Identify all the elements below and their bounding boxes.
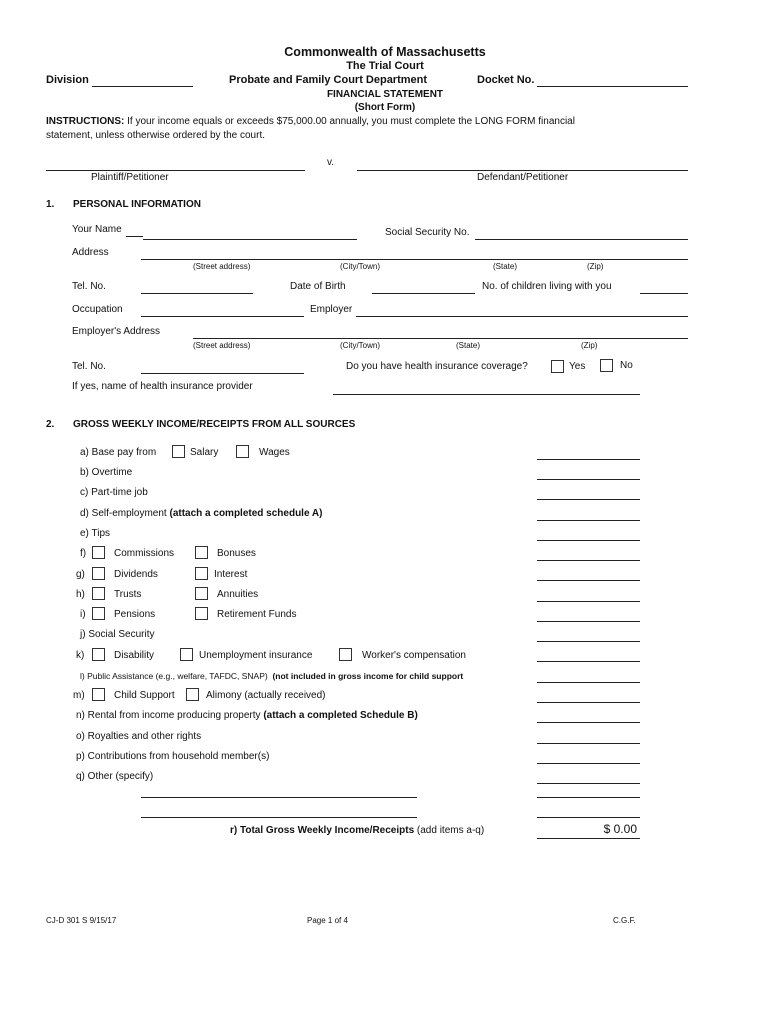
item-d-amount[interactable] [537, 520, 640, 521]
form-subtitle: (Short Form) [354, 102, 416, 113]
total-label-note: (add items a-q) [414, 825, 485, 836]
versus-label: v. [327, 157, 335, 168]
item-c-label: c) Part-time job [80, 487, 148, 498]
employer-field[interactable] [356, 316, 688, 317]
form-title: FINANCIAL STATEMENT [326, 89, 444, 100]
item-n-label [76, 710, 418, 721]
insurer-label: If yes, name of health insurance provider [72, 381, 253, 392]
your-name-field[interactable] [143, 239, 357, 240]
your-name-label: Your Name [72, 224, 122, 235]
item-o-label: o) Royalties and other rights [76, 731, 202, 742]
alimony-label: Alimony (actually received) [206, 690, 326, 701]
other-specify-field-2[interactable] [141, 817, 417, 818]
instructions-line2: statement, unless otherwise ordered by the court. [46, 130, 266, 141]
footer-code: C.G.F. [613, 916, 636, 925]
street-hint: (Street address) [193, 262, 251, 271]
bonuses-label: Bonuses [217, 548, 256, 559]
item-e-label: e) Tips [80, 528, 111, 539]
trusts-label: Trusts [114, 589, 142, 600]
children-label: No. of children living with you [482, 281, 612, 292]
item-a-label: a) Base pay from [80, 447, 157, 458]
pensions-checkbox[interactable] [92, 607, 105, 620]
division-field[interactable] [92, 86, 193, 87]
total-label-bold: r) Total Gross Weekly Income/Receipts [230, 825, 415, 836]
section1-title: PERSONAL INFORMATION [73, 199, 201, 210]
division-label: Division [46, 74, 89, 86]
interest-label: Interest [214, 569, 248, 580]
dividends-checkbox[interactable] [92, 567, 105, 580]
health-no-label: No [620, 360, 633, 371]
state-hint: (State) [493, 262, 518, 271]
salary-checkbox[interactable] [172, 445, 185, 458]
address-label: Address [72, 247, 109, 258]
employer-address-field[interactable] [193, 338, 688, 339]
item-n-note: (attach a completed Schedule B) [263, 710, 418, 721]
item-i-label: i) [80, 609, 86, 620]
item-a-amount[interactable] [537, 459, 640, 460]
ssn-field[interactable] [475, 239, 688, 240]
item-m-label: m) [73, 690, 85, 701]
retirement-funds-checkbox[interactable] [195, 607, 208, 620]
wages-label: Wages [259, 447, 290, 458]
defendant-field[interactable] [357, 170, 688, 171]
item-p-amount[interactable] [537, 763, 640, 764]
health-question: Do you have health insurance coverage? [346, 361, 528, 372]
item-k-amount[interactable] [537, 661, 640, 662]
item-n-text: n) Rental from income producing property [76, 710, 264, 721]
child-support-label: Child Support [114, 690, 175, 701]
total-amount-underline [537, 838, 640, 839]
item-h-label: h) [76, 589, 85, 600]
alimony-checkbox[interactable] [186, 688, 199, 701]
salary-label: Salary [190, 447, 219, 458]
item-o-amount[interactable] [537, 743, 640, 744]
dividends-label: Dividends [114, 569, 158, 580]
item-i-amount[interactable] [537, 621, 640, 622]
footer-form-id: CJ-D 301 S 9/15/17 [46, 916, 117, 925]
health-yes-label: Yes [569, 361, 586, 372]
annuities-label: Annuities [217, 589, 259, 600]
annuities-checkbox[interactable] [195, 587, 208, 600]
item-b-amount[interactable] [537, 479, 640, 480]
insurer-field[interactable] [333, 394, 640, 395]
item-d-text: d) Self-employment [80, 508, 170, 519]
item-q-label: q) Other (specify) [76, 771, 154, 782]
commissions-checkbox[interactable] [92, 546, 105, 559]
item-f-amount[interactable] [537, 560, 640, 561]
employer-state-hint: (State) [456, 341, 481, 350]
item-j-label: j) Social Security [80, 629, 155, 640]
defendant-label: Defendant/Petitioner [477, 172, 569, 183]
address-field[interactable] [141, 259, 688, 260]
unemployment-checkbox[interactable] [180, 648, 193, 661]
child-support-checkbox[interactable] [92, 688, 105, 701]
item-d-note: (attach a completed schedule A) [169, 508, 323, 519]
total-amount[interactable]: $ 0.00 [603, 822, 637, 836]
plaintiff-field[interactable] [46, 170, 305, 171]
interest-checkbox[interactable] [195, 567, 208, 580]
item-m-amount[interactable] [537, 702, 640, 703]
court-title: The Trial Court [346, 60, 424, 72]
item-p-label: p) Contributions from household member(s) [76, 751, 270, 762]
item-c-amount[interactable] [537, 499, 640, 500]
department-title: Probate and Family Court Department [229, 74, 428, 86]
your-name-underline [126, 236, 143, 237]
commissions-label: Commissions [114, 548, 175, 559]
instructions-line1 [46, 116, 575, 127]
zip-hint: (Zip) [587, 262, 604, 271]
city-hint: (City/Town) [340, 262, 381, 271]
bonuses-checkbox[interactable] [195, 546, 208, 559]
health-no-checkbox[interactable] [600, 359, 613, 372]
dob-label: Date of Birth [290, 281, 346, 292]
item-d-label [80, 508, 322, 519]
other-specify-field-1[interactable] [141, 797, 417, 798]
ssn-label: Social Security No. [385, 227, 470, 238]
item-l-text: l) Public Assistance (e.g., welfare, TAFDC, SNAP) [80, 671, 268, 681]
occupation-field[interactable] [141, 316, 304, 317]
section2-title: GROSS WEEKLY INCOME/RECEIPTS FROM ALL SOURCES [73, 419, 356, 430]
employer-zip-hint: (Zip) [581, 341, 598, 350]
children-field[interactable] [640, 293, 688, 294]
footer-page-number: Page 1 of 4 [307, 916, 348, 925]
item-g-label: g) [76, 569, 85, 580]
trusts-checkbox[interactable] [92, 587, 105, 600]
dob-field[interactable] [372, 293, 475, 294]
docket-field[interactable] [537, 86, 688, 87]
disability-label: Disability [114, 650, 155, 661]
section1-number: 1. [46, 199, 55, 210]
tel2-field[interactable] [141, 373, 304, 374]
item-g-amount[interactable] [537, 580, 640, 581]
tel-label: Tel. No. [72, 281, 106, 292]
section2-number: 2. [46, 419, 55, 430]
docket-label: Docket No. [477, 74, 535, 86]
tel-field[interactable] [141, 293, 253, 294]
item-q-amount[interactable] [537, 783, 640, 784]
employer-address-label: Employer's Address [72, 326, 161, 337]
employer-city-hint: (City/Town) [340, 341, 381, 350]
unemployment-label: Unemployment insurance [199, 650, 313, 661]
item-f-label: f) [80, 548, 87, 559]
item-b-label: b) Overtime [80, 467, 133, 478]
health-yes-checkbox[interactable] [551, 360, 564, 373]
item-k-label: k) [76, 650, 85, 661]
instructions-lead: INSTRUCTIONS: [46, 116, 125, 127]
item-e-amount[interactable] [537, 540, 640, 541]
item-q-amount-2[interactable] [537, 797, 640, 798]
item-q-amount-3[interactable] [537, 817, 640, 818]
plaintiff-label: Plaintiff/Petitioner [91, 172, 169, 183]
occupation-label: Occupation [72, 304, 123, 315]
item-n-amount[interactable] [537, 722, 640, 723]
item-h-amount[interactable] [537, 601, 640, 602]
instructions-text: If your income equals or exceeds $75,000.00 annually, you must complete the LONG FORM financial [124, 116, 575, 127]
wages-checkbox[interactable] [236, 445, 249, 458]
retirement-funds-label: Retirement Funds [217, 609, 297, 620]
disability-checkbox[interactable] [92, 648, 105, 661]
item-j-amount[interactable] [537, 641, 640, 642]
total-label [230, 825, 484, 836]
workers-comp-label: Worker's compensation [362, 650, 466, 661]
employer-label: Employer [310, 304, 353, 315]
tel2-label: Tel. No. [72, 361, 106, 372]
workers-comp-checkbox[interactable] [339, 648, 352, 661]
item-l-label [80, 671, 463, 681]
pensions-label: Pensions [114, 609, 156, 620]
employer-street-hint: (Street address) [193, 341, 251, 350]
item-l-note: (not included in gross income for child support [272, 671, 464, 681]
item-l-amount[interactable] [537, 682, 640, 683]
state-title: Commonwealth of Massachusetts [284, 45, 486, 59]
